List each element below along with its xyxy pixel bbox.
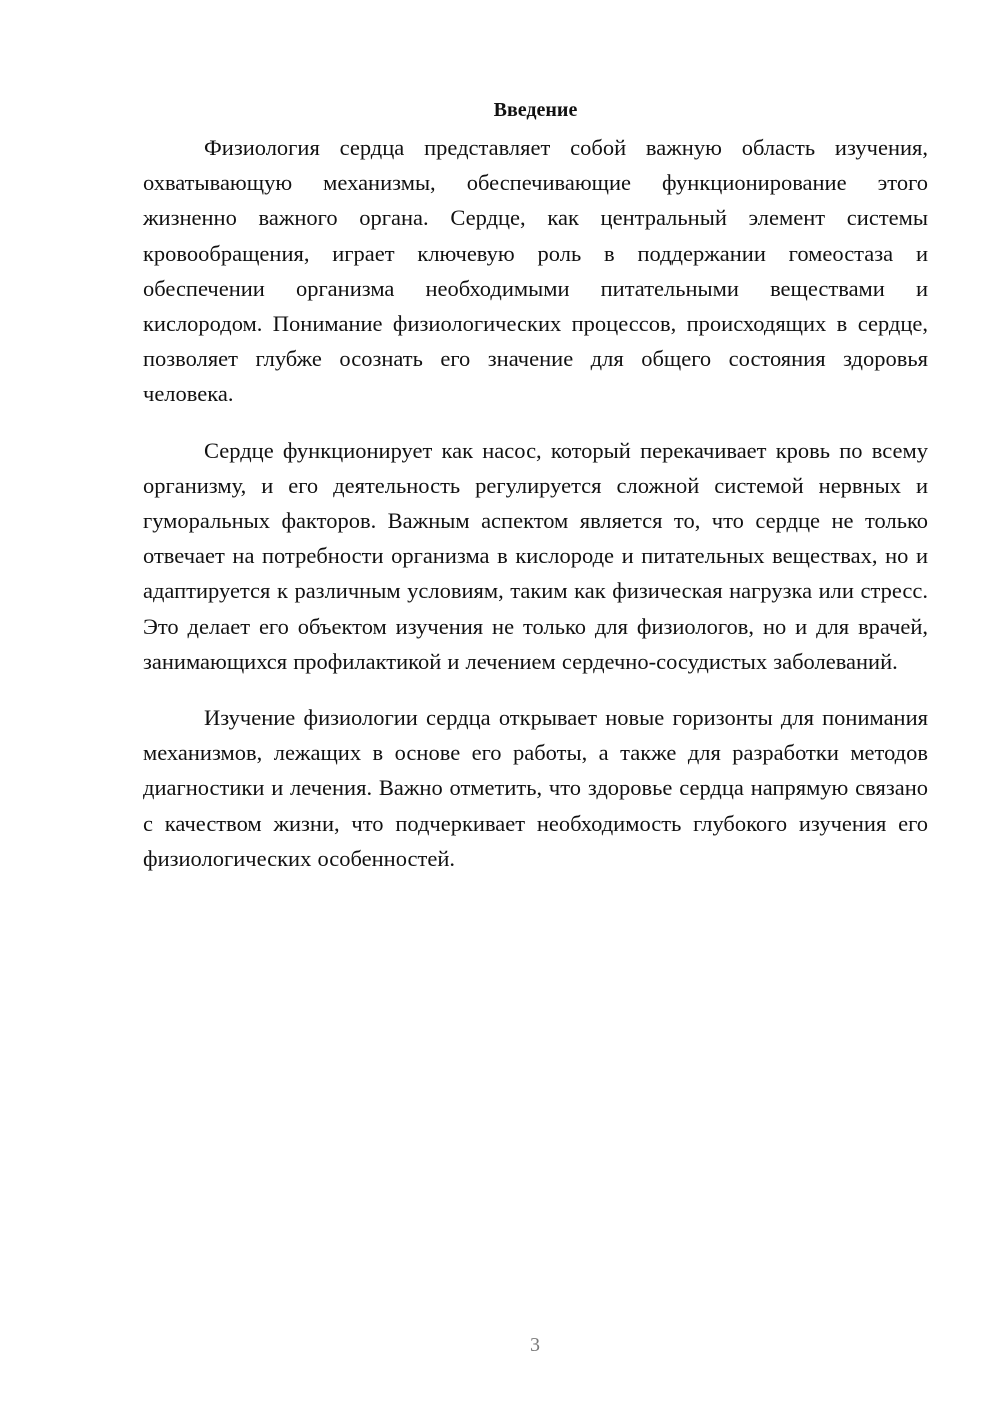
paragraph: Физиология сердца представляет собой важную область изучения, охватывающую механизмы, обеспечивающие функционирование этого жизненно важного органа. Сердце, как центральный элемент системы кровообращения, играет ключевую роль в поддержании гомеостаза и обеспечении организма необходимыми питательными веществами и кислородом. Понимание физиологических процессов, происходящих в сердце, позволяет глубже осознать его значение для общего состояния здоровья человека. [143,135,928,407]
page-title: Введение [493,99,578,121]
paragraph: Сердце функционирует как насос, который перекачивает кровь по всему организму, и его деятельность регулируется сложной системой нервных и гуморальных факторов. Важным аспектом является то, что сердце не только отвечает на потребности организма в кислороде и питательных веществах, но и адаптируется к различным условиям, таким как физическая нагрузка или стресс. Это делает его объектом изучения не только для физиологов, но и для врачей, занимающихся профилактикой и лечением сердечно-сосудистых заболеваний. [143,437,928,674]
page-number: 3 [530,1334,540,1356]
page-body [143,96,928,897]
paragraph: Изучение физиологии сердца открывает новые горизонты для понимания механизмов, лежащих в основе его работы, а также для разработки методов диагностики и лечения. Важно отметить, что здоровье сердца напрямую связано с качеством жизни, что подчеркивает необходимость глубокого изучения его физиологических особенностей. [143,705,928,871]
